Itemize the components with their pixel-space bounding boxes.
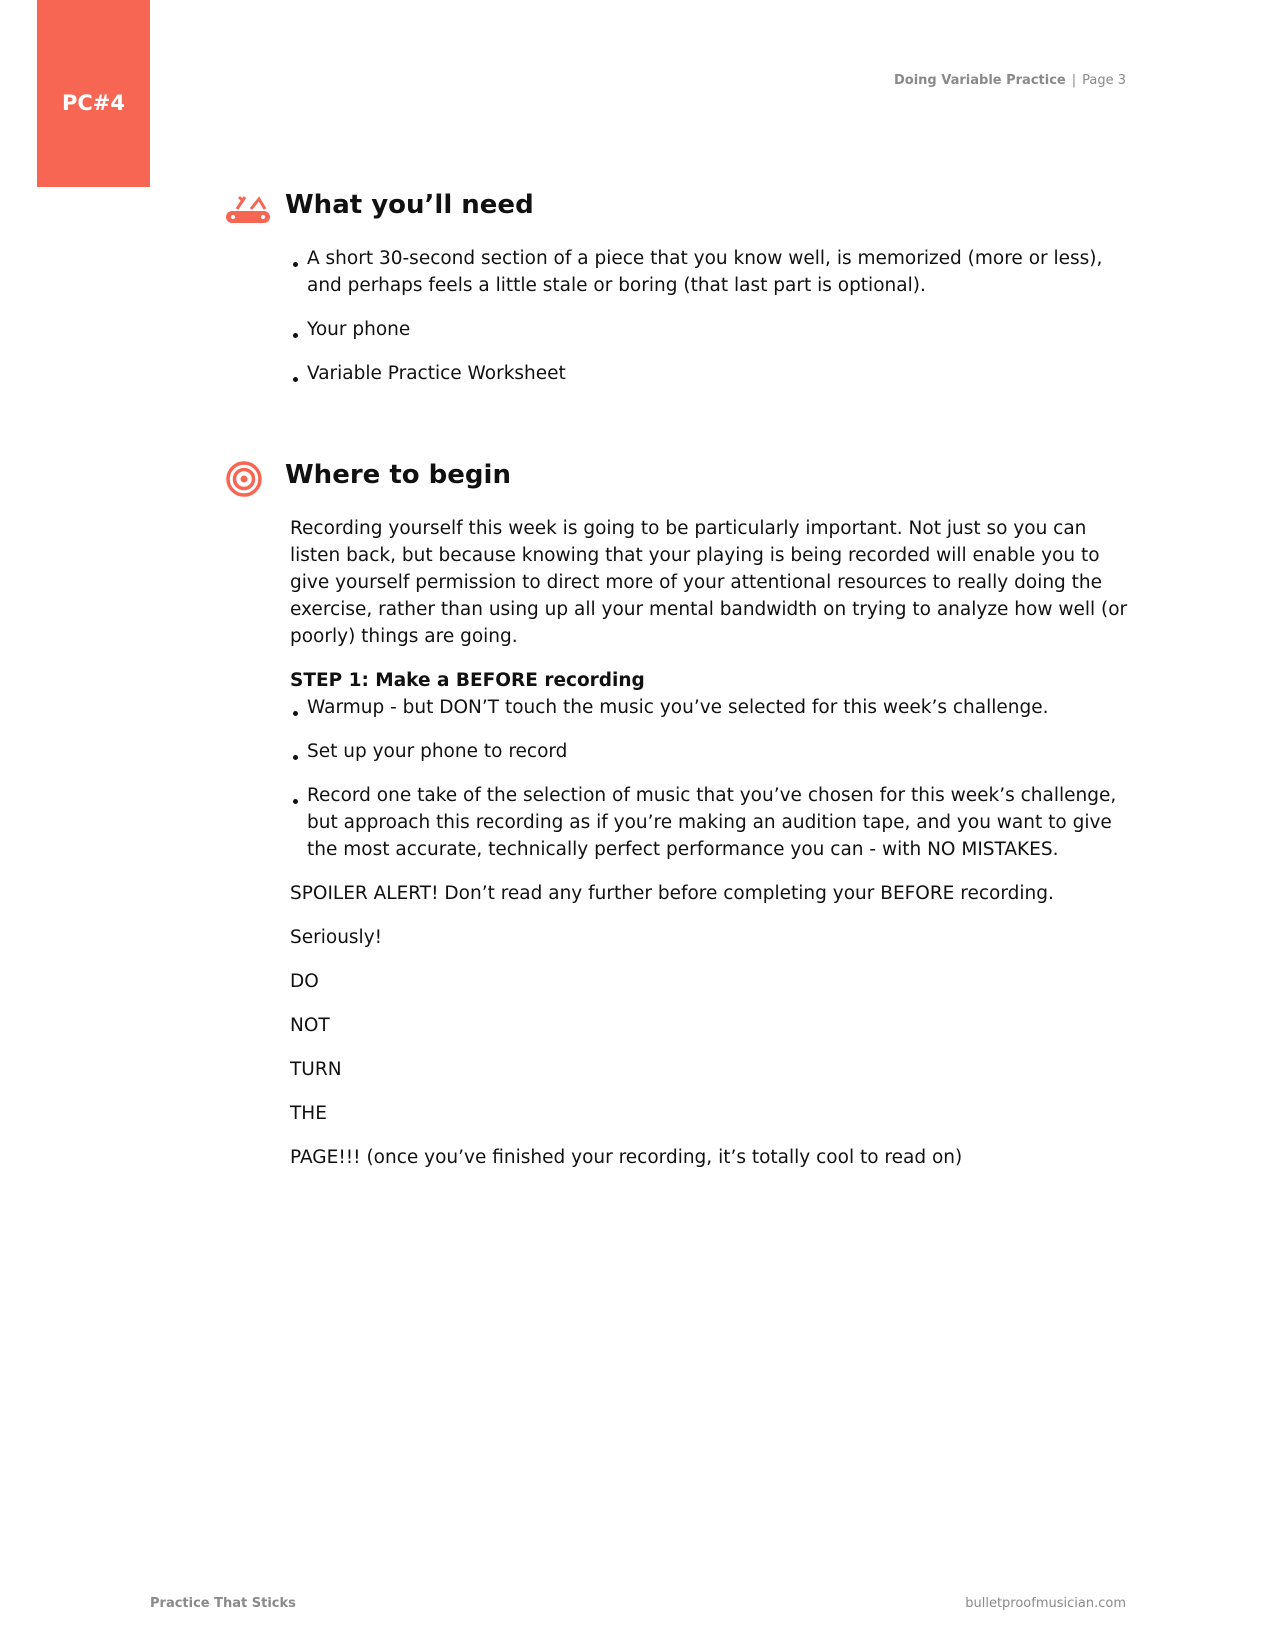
list-item: Warmup - but DON’T touch the music you’ve selected for this week’s challenge. (290, 694, 1130, 721)
list-item: Variable Practice Worksheet (290, 360, 1130, 387)
footer-website: bulletproofmusician.com (965, 1596, 1126, 1611)
list-item: Your phone (290, 316, 1130, 343)
step1-title: STEP 1: Make a BEFORE recording (290, 670, 645, 691)
list-item: Record one take of the selection of music that you’ve chosen for this week’s challenge, but approach this recording as if you’re making an audition tape, and you want to give the most accurate, technically perfect performance you can - with NO MISTAKES. (290, 782, 1130, 863)
text-line: DO (290, 971, 319, 992)
spoiler-line: SPOILER ALERT! Don’t read any further before completing your BEFORE recording. (290, 883, 1054, 904)
swiss-knife-icon (225, 193, 271, 225)
footer-title: Practice That Sticks (150, 1596, 296, 1611)
where-to-begin-body (290, 515, 1130, 1188)
target-icon (225, 460, 263, 498)
chapter-tab (37, 0, 150, 187)
needs-list (290, 245, 1130, 387)
text-line: NOT (290, 1015, 330, 1036)
step1-list (290, 694, 1130, 863)
list-item: A short 30-second section of a piece that you know well, is memorized (more or less), and perhaps feels a little stale or boring (that last part is optional). (290, 245, 1130, 299)
text-line: TURN (290, 1059, 342, 1080)
header-separator: | (1071, 73, 1077, 88)
list-item: Set up your phone to record (290, 738, 1130, 765)
intro-paragraph: Recording yourself this week is going to be particularly important. Not just so you can listen back, but because knowing that your playing is being recorded will enable you to give yourself permission to direct more of your attentional resources to really doing the exercise, rather than using up all your mental bandwidth on trying to analyze how well (or poorly) things are going. (290, 518, 1128, 647)
text-line: Seriously! (290, 927, 383, 948)
page-number: Page 3 (1082, 73, 1126, 88)
page-header (894, 73, 1126, 88)
chapter-label: PC#4 (61, 91, 125, 115)
section-title-where-to-begin: Where to begin (285, 460, 511, 490)
text-line: THE (290, 1103, 327, 1124)
section-title-what-youll-need: What you’ll need (285, 190, 534, 220)
header-title: Doing Variable Practice (893, 73, 1066, 88)
text-line: PAGE!!! (once you’ve finished your recording, it’s totally cool to read on) (290, 1147, 963, 1168)
needs-list-container (290, 245, 1130, 404)
